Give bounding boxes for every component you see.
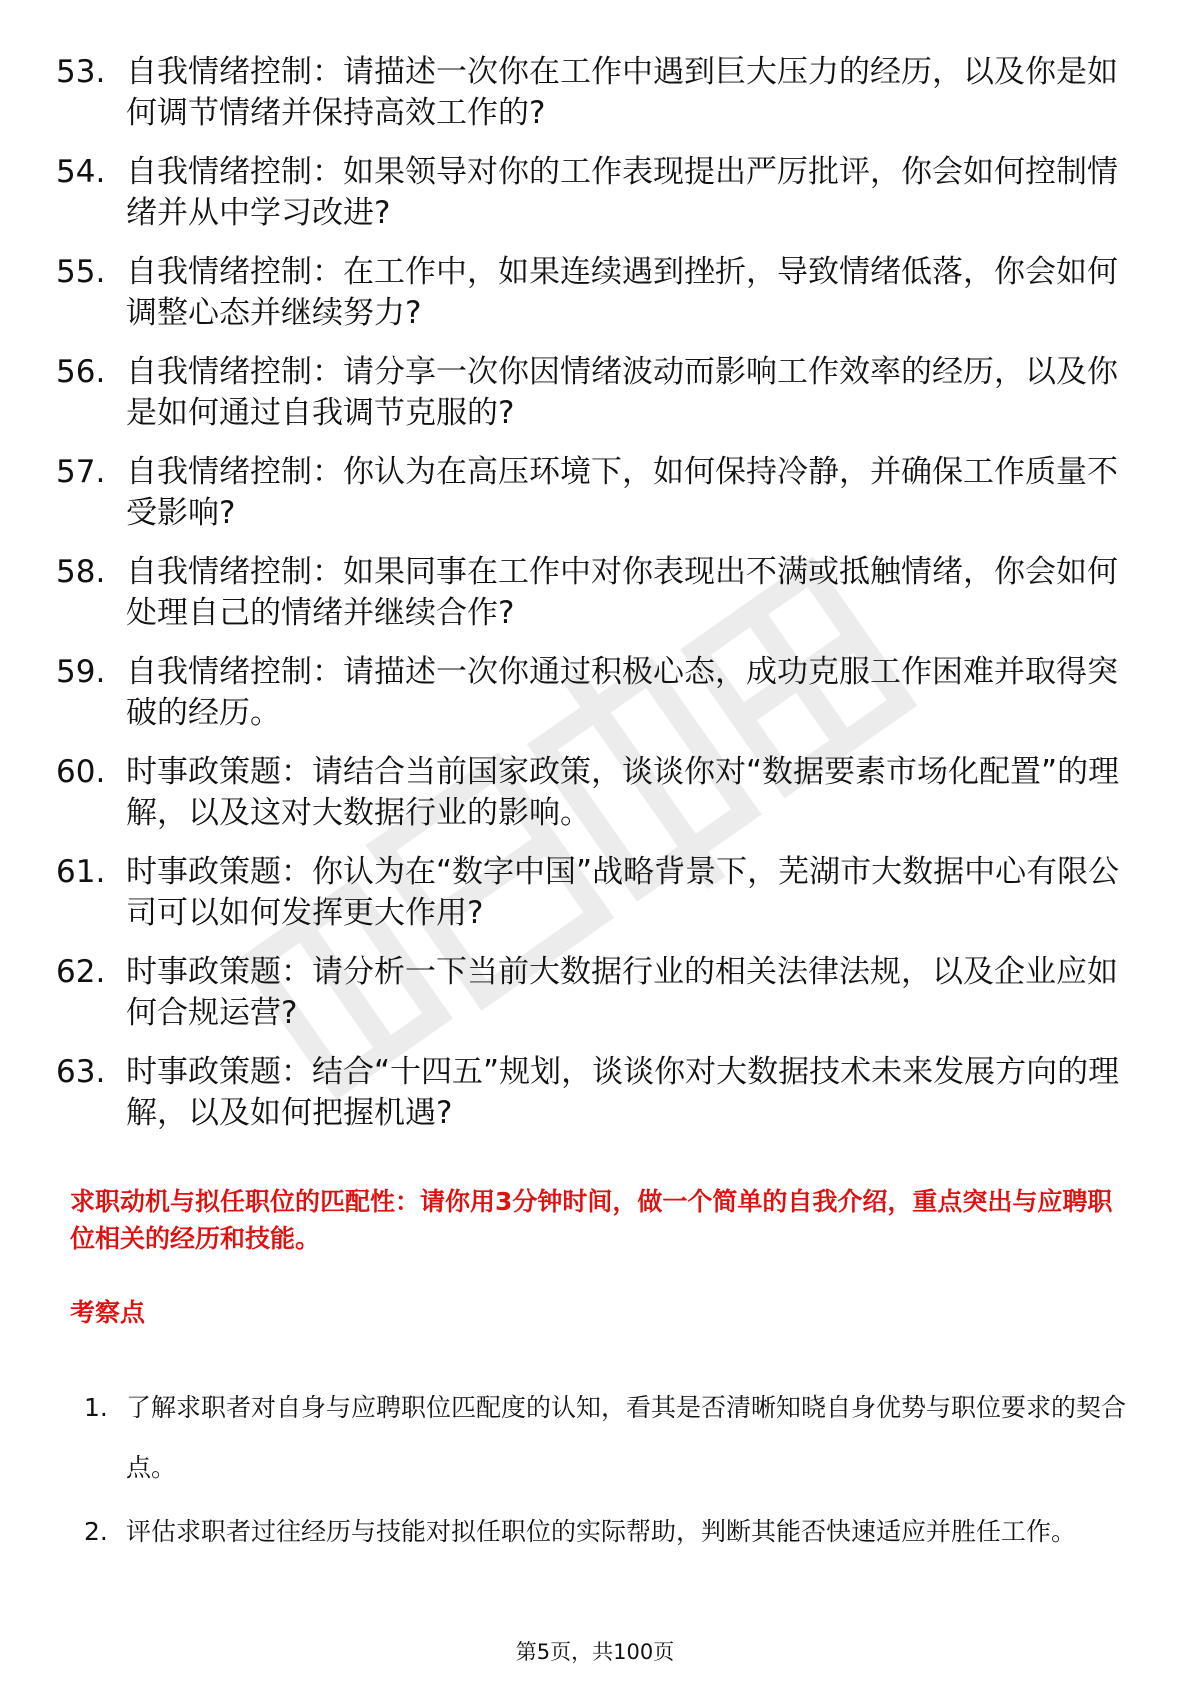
question-text: 时事政策题：请分析一下当前大数据行业的相关法律法规，以及企业应如何合规运营? — [126, 954, 1118, 1031]
list-item — [56, 152, 1136, 234]
list-item — [56, 752, 1136, 834]
point-number: 1. — [84, 1393, 108, 1422]
list-item — [56, 952, 1136, 1034]
question-number: 56. — [56, 354, 106, 390]
question-text: 时事政策题：你认为在“数字中国”战略背景下，芜湖市大数据中心有限公司可以如何发挥更大作用? — [126, 854, 1120, 931]
question-number: 54. — [56, 154, 106, 190]
question-number: 57. — [56, 454, 106, 490]
point-text: 了解求职者对自身与应聘职位匹配度的认知，看其是否清晰知晓自身优势与职位要求的契合点。 — [126, 1393, 1127, 1482]
list-item — [56, 52, 1136, 134]
question-text: 自我情绪控制：如果同事在工作中对你表现出不满或抵触情绪，你会如何处理自己的情绪并继续合作? — [126, 554, 1118, 631]
list-item — [56, 852, 1136, 934]
page-footer: 第5页，共100页 — [515, 1640, 675, 1664]
question-number: 53. — [56, 54, 106, 90]
point-text: 评估求职者过往经历与技能对拟任职位的实际帮助，判断其能否快速适应并胜任工作。 — [126, 1517, 1077, 1546]
list-item — [84, 1378, 1134, 1498]
question-number: 61. — [56, 854, 106, 890]
question-number: 62. — [56, 954, 106, 990]
question-text: 自我情绪控制：你认为在高压环境下，如何保持冷静，并确保工作质量不受影响? — [126, 454, 1118, 531]
question-text: 自我情绪控制：如果领导对你的工作表现提出严厉批评，你会如何控制情绪并从中学习改进? — [126, 154, 1118, 231]
featured-question: 求职动机与拟任职位的匹配性：请你用3分钟时间，做一个简单的自我介绍，重点突出与应聘职位相关的经历和技能。 — [70, 1187, 1113, 1253]
point-number: 2. — [84, 1517, 108, 1546]
question-number: 59. — [56, 654, 106, 690]
question-number: 60. — [56, 754, 106, 790]
list-item — [56, 1052, 1136, 1134]
question-text: 自我情绪控制：请分享一次你因情绪波动而影响工作效率的经历，以及你是如何通过自我调节克服的? — [126, 354, 1118, 431]
question-number: 63. — [56, 1054, 106, 1090]
list-item — [56, 452, 1136, 534]
question-text: 自我情绪控制：请描述一次你在工作中遇到巨大压力的经历，以及你是如何调节情绪并保持高效工作的? — [126, 54, 1118, 131]
question-text: 时事政策题：请结合当前国家政策，谈谈你对“数据要素市场化配置”的理解，以及这对大数据行业的影响。 — [126, 754, 1120, 831]
assessment-points-list — [84, 1378, 1134, 1566]
question-number: 58. — [56, 554, 106, 590]
list-item — [56, 252, 1136, 334]
list-item — [56, 552, 1136, 634]
question-text: 自我情绪控制：请描述一次你通过积极心态，成功克服工作困难并取得突破的经历。 — [126, 654, 1118, 731]
list-item — [56, 652, 1136, 734]
question-list — [56, 52, 1136, 1152]
list-item — [84, 1502, 1134, 1562]
section-title: 考察点 — [70, 1298, 146, 1327]
question-number: 55. — [56, 254, 106, 290]
question-text: 时事政策题：结合“十四五”规划，谈谈你对大数据技术未来发展方向的理解，以及如何把握机遇? — [126, 1054, 1120, 1131]
list-item — [56, 352, 1136, 434]
question-text: 自我情绪控制：在工作中，如果连续遇到挫折，导致情绪低落，你会如何调整心态并继续努力? — [126, 254, 1118, 331]
